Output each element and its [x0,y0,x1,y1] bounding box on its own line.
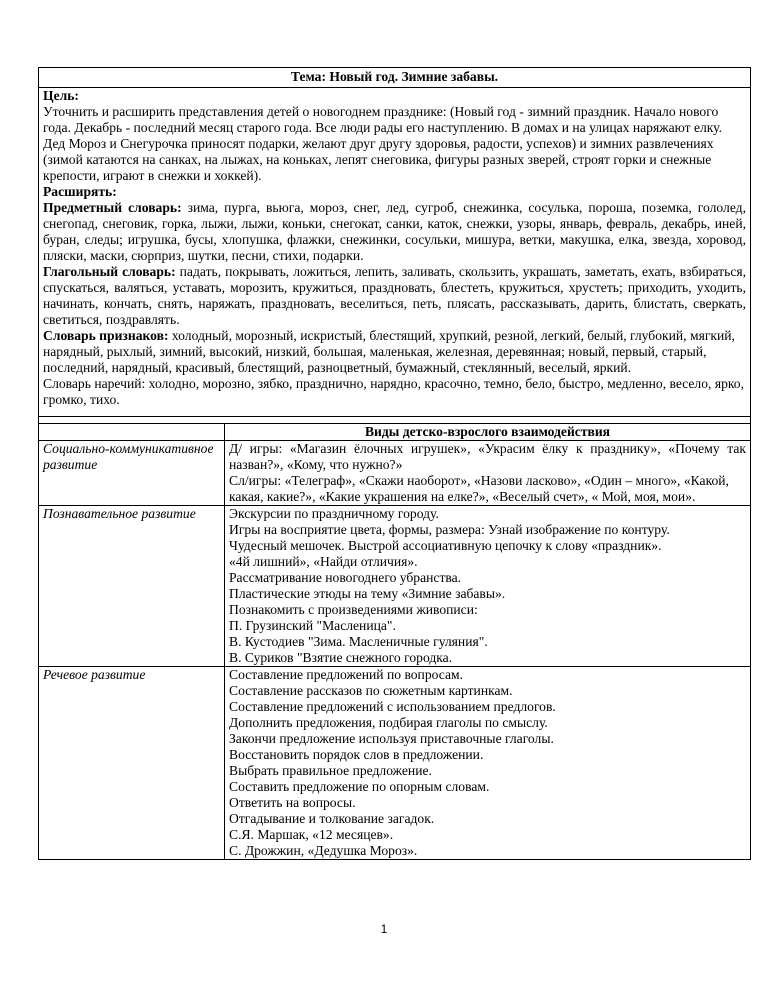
list-item: Познакомить с произведениями живописи: [229,602,478,617]
list-item: Ответить на вопросы. [229,795,356,810]
list-item: Составление рассказов по сюжетным картинкам. [229,683,513,698]
list-item: В. Суриков "Взятие снежного городка. [229,650,453,665]
vocab-verbs [43,264,746,328]
vocab-verbs-label: Глагольный словарь: [43,264,176,279]
list-item: Составление предложений с использованием предлогов. [229,699,556,714]
list-item: Чудесный мешочек. Выстрой ассоциативную цепочку к слову «праздник». [229,538,662,553]
list-item: Дополнить предложения, подбирая глаголы по смыслу. [229,715,548,730]
list-item: П. Грузинский "Масленица". [229,618,396,633]
vocab-attributes-text: холодный, морозный, искристый, блестящий, хрупкий, резной, легкий, белый, глубокий, мягкий, нарядный, рыхлый, зимний, высокий, низкий, большая, маленькая, железная, деревянная; новый, первый, старый, последний, нарядный, красивый, блестящий, разноцветный, бумажный, стеклянный, веселый, яркий. [43,328,735,375]
list-item: С.Я. Маршак, «12 месяцев». [229,827,394,842]
list-item: Пластические этюды на тему «Зимние забавы». [229,586,506,601]
list-item: Сл/игры: «Телеграф», «Скажи наоборот», «Назови ласково», «Один – много», «Какой, какая, какие?», «Какие украшения на елке?», «Веселый счет», « Мой, моя, мои». [229,473,729,504]
goal-label: Цель: [43,88,79,103]
list-item: Игры на восприятие цвета, формы, размера: Узнай изображение по контуру. [229,522,670,537]
vocab-subject-text: зима, пурга, вьюга, мороз, снег, лед, сугроб, снежинка, сосулька, пороша, поземка, гололед, снегопад, снеговик, горка, лыжи, лыжи, коньки, снегокат, санки, каток, снежки, узоры, январь, февраль, декабрь, иней, буран, следы; игрушка, бусы, хлопушка, флажки, снежинки, сосульки, мишура, ветки, макушка, елка, звезда, хоровод, пляски, маски, сюрприз, шутки, песни, стихи, подарки. [43,200,746,263]
vocab-attributes [43,328,746,376]
interaction-header: Виды детско-взрослого взаимодействия [225,424,751,441]
list-item: Выбрать правильное предложение. [229,763,432,778]
header-empty-cell [39,424,225,441]
vocab-attributes-label: Словарь признаков: [43,328,169,343]
list-item: Д/ игры: «Магазин ёлочных игрушек», «Украсим ёлку к празднику», «Почему так назван?», «Кому, что нужно?» [229,441,746,472]
theme-title: Тема: Новый год. Зимние забавы. [39,68,751,88]
list-item: «4й лишний», «Найди отличия». [229,554,418,569]
goal-text: Уточнить и расширить представления детей о новогоднем празднике: (Новый год - зимний праздник. Начало нового года. Декабрь - последний месяц старого года. Все люди рады его наступлению. В домах и на улицах наряжают елку. Дед Мороз и Снегурочка приносят подарки, желают друг другу здоровья, радости, успехов) и зимних развлечениях (зимой катаются на санках, на лыжах, на коньках, лепят снеговика, фигуры разных зверей, строят горки и снежные крепости, играют в снежки и хоккей). [43,104,723,183]
section-name-cognitive: Познавательное развитие [39,506,225,667]
vocab-adverbs: Словарь наречий: холодно, морозно, зябко, празднично, нарядно, красочно, темно, бело, быстро, медленно, весело, ярко, громко, тихо. [43,376,744,407]
section-name-speech: Речевое развитие [39,667,225,860]
list-item: Экскурсии по праздничному городу. [229,506,439,521]
section-items-speech [225,667,751,860]
list-item: С. Дрожжин, «Дедушка Мороз». [229,843,418,858]
goals-cell [39,88,751,417]
spacer-row [39,417,751,424]
section-items-social [225,441,751,506]
list-item: В. Кустодиев "Зима. Масленичные гуляния". [229,634,488,649]
vocab-verbs-text: падать, покрывать, ложиться, лепить, заливать, скользить, украшать, заметать, ехать, взбираться, спускаться, валяться, уставать, морозить, кружиться, праздновать, блестеть, кружиться, хрустеть; приходить, уходить, начинать, кончать, снять, наряжать, праздновать, веселиться, петь, плясать, рассказывать, дарить, блистать, сверкать, светиться, поздравлять. [43,264,746,327]
vocab-subject-label: Предметный словарь: [43,200,182,215]
theme-table [38,67,751,860]
list-item: Закончи предложение используя приставочные глаголы. [229,731,554,746]
vocab-subject [43,200,746,264]
page-number: 1 [380,922,388,936]
list-item: Составление предложений по вопросам. [229,667,464,682]
document-page [38,67,751,860]
list-item: Составить предложение по опорным словам. [229,779,490,794]
section-name-social: Социально-коммуникативное развитие [39,441,225,506]
list-item: Восстановить порядок слов в предложении. [229,747,484,762]
list-item: Отгадывание и толкование загадок. [229,811,435,826]
expand-label: Расширять: [43,184,117,199]
section-items-cognitive [225,506,751,667]
list-item: Рассматривание новогоднего убранства. [229,570,462,585]
